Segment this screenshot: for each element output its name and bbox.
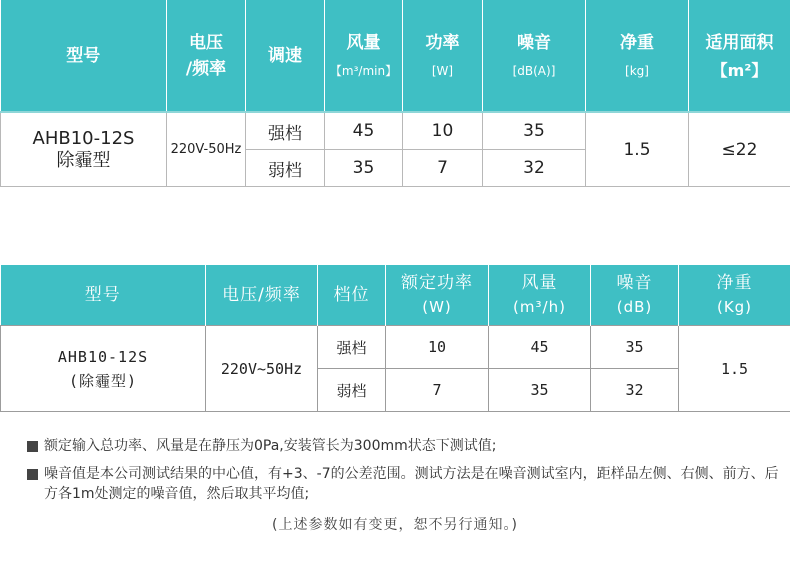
- model-number: AHB10-12S: [32, 127, 135, 149]
- airflow-cell: 45: [325, 112, 403, 150]
- square-bullet-icon: [27, 469, 38, 480]
- power-cell: 10: [403, 112, 483, 150]
- power-cell: 7: [386, 369, 489, 412]
- header-noise: 噪音 (dB): [591, 265, 679, 326]
- table1-header-row: [1, 0, 790, 112]
- header-noise: 噪音 [dB(A)]: [483, 0, 586, 112]
- header-speed: 调速: [246, 0, 325, 112]
- header-area-unit: 【m²】: [711, 60, 768, 80]
- header-power: 功率 [W]: [403, 0, 483, 112]
- weight-cell: 1.5: [679, 326, 790, 412]
- speed-cell: 强档: [318, 326, 386, 369]
- header-power: 额定功率 (W): [386, 265, 489, 326]
- header-weight-unit: (Kg): [716, 298, 753, 316]
- header-voltage: 电压/频率: [206, 265, 318, 326]
- header-weight-unit: [kg]: [625, 63, 649, 78]
- header-weight: 净重 (Kg): [679, 265, 790, 326]
- model-cell: [1, 326, 206, 412]
- noise-cell: 35: [483, 112, 586, 150]
- voltage-cell: 220V-50Hz: [167, 112, 246, 187]
- table-row: [1, 326, 790, 369]
- table2-header-row: [1, 265, 790, 326]
- noise-cell: 32: [591, 369, 679, 412]
- note-item: [27, 436, 787, 456]
- header-noise-unit: (dB): [616, 298, 653, 316]
- spec-table-2: [0, 265, 790, 412]
- speed-cell: 弱档: [318, 369, 386, 412]
- header-noise-unit: [dB(A)]: [512, 63, 556, 78]
- model-type: (除霾型): [68, 371, 138, 390]
- header-speed: 档位: [318, 265, 386, 326]
- header-area: 适用面积 【m²】: [689, 0, 790, 112]
- header-airflow: 风量 【m³/min】: [325, 0, 403, 112]
- airflow-cell: 45: [489, 326, 591, 369]
- footer-disclaimer: (上述参数如有变更，恕不另行通知。): [272, 517, 518, 533]
- header-model: 型号: [1, 0, 167, 112]
- voltage-cell: 220V~50Hz: [206, 326, 318, 412]
- model-number: AHB10-12S: [57, 347, 149, 366]
- speed-cell: 强档: [246, 112, 325, 150]
- weight-cell: 1.5: [586, 112, 689, 187]
- speed-cell: 弱档: [246, 150, 325, 187]
- header-weight: 净重 [kg]: [586, 0, 689, 112]
- airflow-cell: 35: [325, 150, 403, 187]
- power-cell: 10: [386, 326, 489, 369]
- header-airflow-unit: 【m³/min】: [329, 63, 398, 78]
- model-type: 除霾型: [56, 149, 111, 171]
- spec-table-1: [0, 0, 790, 187]
- square-bullet-icon: [27, 441, 38, 452]
- airflow-cell: 35: [489, 369, 591, 412]
- power-cell: 7: [403, 150, 483, 187]
- note-item: [27, 464, 787, 504]
- header-voltage: 电压 /频率: [167, 0, 246, 112]
- noise-cell: 32: [483, 150, 586, 187]
- model-cell: [1, 112, 167, 187]
- note-text: 额定输入总功率、风量是在静压为0Pa,安装管长为300mm状态下测试值;: [44, 438, 497, 454]
- notes-section: [27, 436, 787, 512]
- header-model: 型号: [1, 265, 206, 326]
- area-cell: ≤22: [689, 112, 790, 187]
- header-airflow: 风量 (m³/h): [489, 265, 591, 326]
- header-power-unit: [W]: [431, 63, 454, 78]
- noise-cell: 35: [591, 326, 679, 369]
- table-row: [1, 112, 790, 150]
- header-power-unit: (W): [422, 298, 452, 316]
- header-airflow-unit: (m³/h): [513, 298, 566, 316]
- note-text: 噪音值是本公司测试结果的中心值，有+3、-7的公差范围。测试方法是在噪音测试室内，距样品左侧、右侧、前方、后方各1m处测定的噪音值，然后取其平均值;: [44, 466, 779, 502]
